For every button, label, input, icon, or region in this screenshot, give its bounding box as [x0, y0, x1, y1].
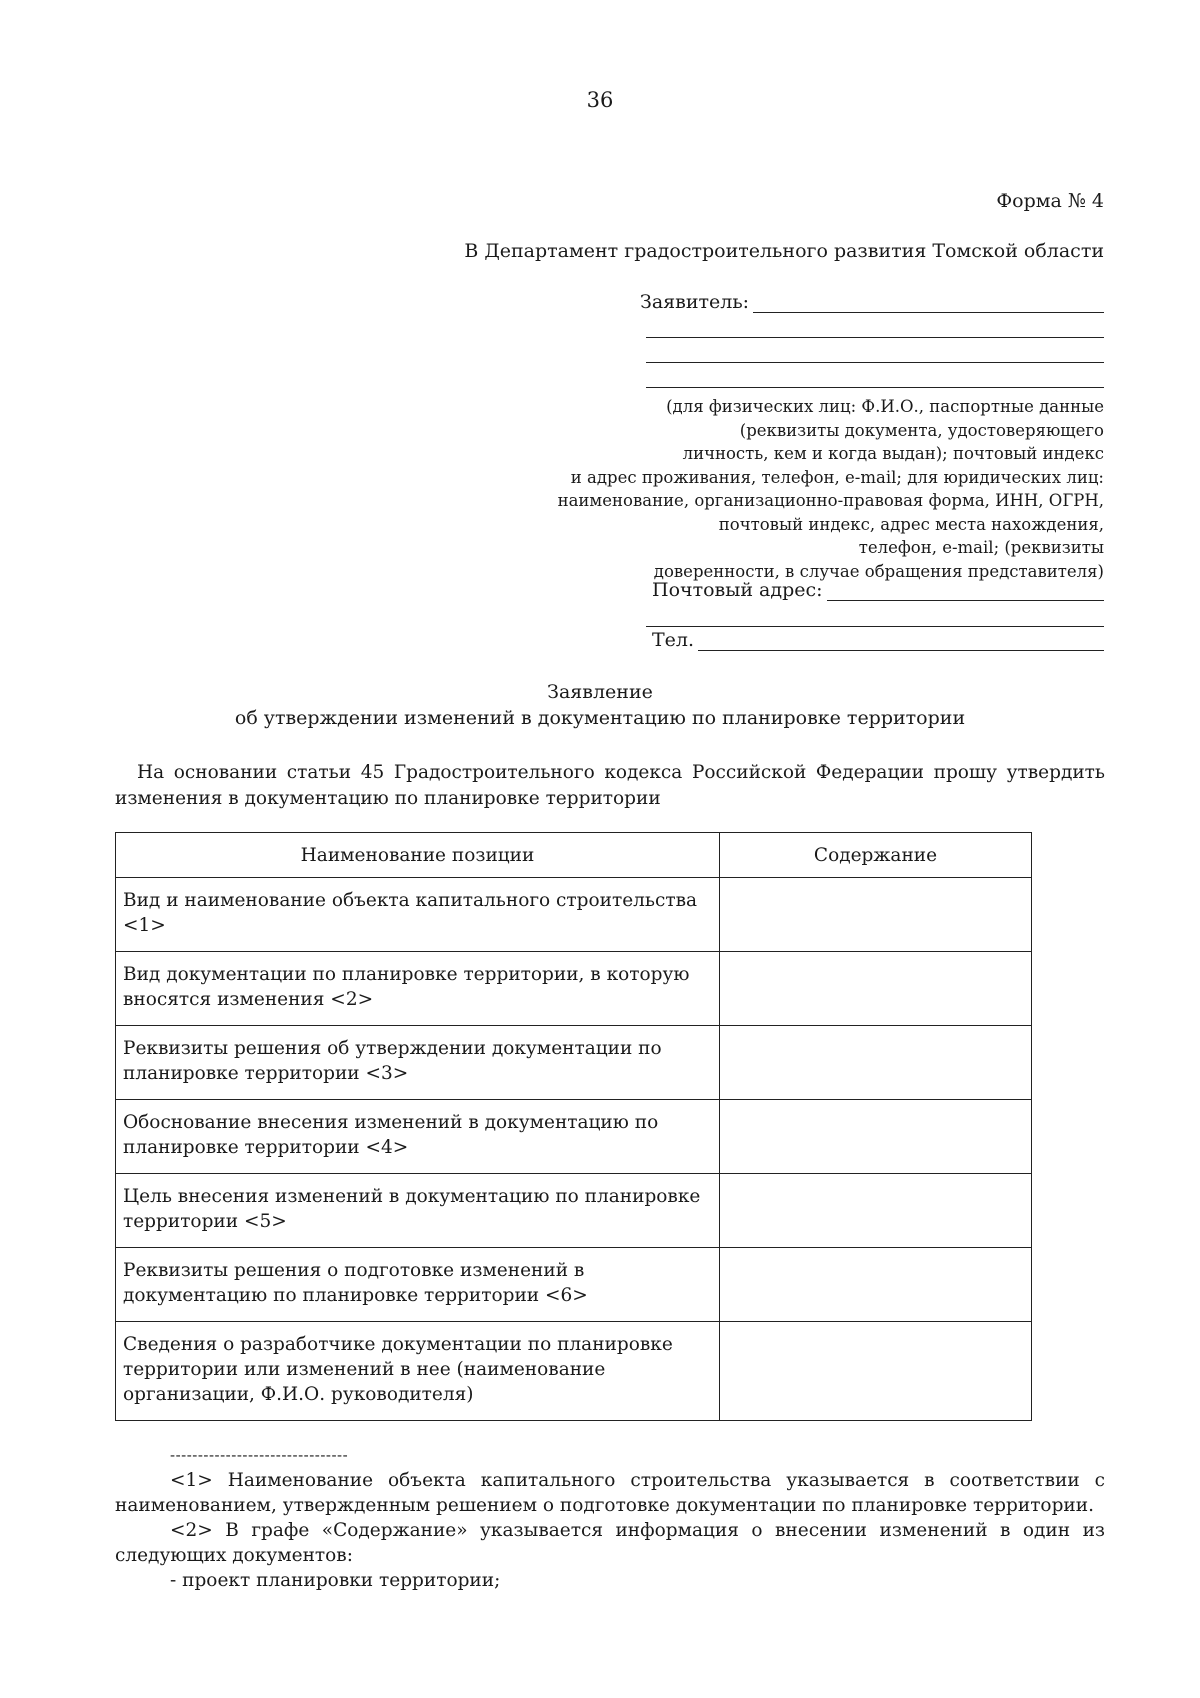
table-row: [116, 952, 1032, 1026]
row-content-cell[interactable]: [720, 1248, 1032, 1322]
phone-label: Тел.: [652, 629, 695, 651]
row-content-cell[interactable]: [720, 952, 1032, 1026]
note-line: (для физических лиц: Ф.И.О., паспортные данные: [666, 397, 1104, 416]
addressee: В Департамент градостроительного развития Томской области: [464, 240, 1104, 262]
table-row: [116, 1100, 1032, 1174]
row-name: Вид и наименование объекта капитального строительства <1>: [116, 878, 720, 952]
applicant-note: [484, 395, 1104, 583]
footnotes: [115, 1468, 1105, 1593]
phone-field[interactable]: [652, 628, 1104, 651]
note-line: почтовый индекс, адрес места нахождения,: [718, 514, 1104, 534]
document-subtitle: об утверждении изменений в документацию по планировке территории: [234, 707, 966, 729]
document-title: Заявление: [547, 681, 653, 703]
table-row: [116, 1026, 1032, 1100]
note-line: наименование, организационно-правовая форма, ИНН, ОГРН,: [557, 491, 1104, 510]
footnote: <1> Наименование объекта капитального строительства указывается в соответствии с наименованием, утвержденным решением о подготовке документации по планировке территории.: [115, 1470, 1105, 1516]
row-name: Реквизиты решения об утверждении документации по планировке территории <3>: [116, 1026, 720, 1100]
header-position-name: Наименование позиции: [116, 833, 720, 878]
applicant-line-3[interactable]: [646, 362, 1104, 363]
applicant-line-2[interactable]: [646, 337, 1104, 338]
postal-address-field[interactable]: [652, 578, 1104, 601]
phone-input-line[interactable]: [698, 628, 1104, 651]
positions-table: [115, 832, 1032, 1421]
table-header-row: [116, 833, 1032, 878]
footnote: <2> В графе «Содержание» указывается информация о внесении изменений в один из следующих документов:: [115, 1520, 1105, 1566]
row-name: Обоснование внесения изменений в документацию по планировке территории <4>: [116, 1100, 720, 1174]
note-line: личность, кем и когда выдан); почтовый индекс: [682, 444, 1104, 463]
footnote-separator: --------------------------------: [170, 1446, 349, 1464]
table-row: [116, 878, 1032, 952]
applicant-field[interactable]: [640, 290, 1104, 313]
note-line: доверенности, в случае обращения представителя): [653, 561, 1104, 581]
row-name: Цель внесения изменений в документацию по планировке территории <5>: [116, 1174, 720, 1248]
postal-address-input-line[interactable]: [827, 578, 1104, 601]
note-line: (реквизиты документа, удостоверяющего: [739, 420, 1104, 440]
header-content: Содержание: [720, 833, 1032, 878]
row-content-cell[interactable]: [720, 1322, 1032, 1421]
note-line: телефон, e-mail; (реквизиты: [858, 538, 1104, 557]
footnote: - проект планировки территории;: [170, 1570, 501, 1591]
note-line: и адрес проживания, телефон, e-mail; для юридических лиц:: [570, 467, 1104, 487]
table-row: [116, 1174, 1032, 1248]
row-content-cell[interactable]: [720, 1026, 1032, 1100]
applicant-label: Заявитель:: [640, 291, 750, 313]
form-number: Форма № 4: [996, 190, 1104, 212]
table-row: [116, 1322, 1032, 1421]
postal-address-label: Почтовый адрес:: [652, 579, 823, 601]
intro-paragraph: На основании статьи 45 Градостроительного кодекса Российской Федерации прошу утвердить изменения в документацию по планировке территории: [115, 762, 1105, 809]
applicant-line-4[interactable]: [646, 387, 1104, 388]
row-name: Сведения о разработчике документации по планировке территории или изменений в нее (наименование организации, Ф.И.О. руководителя): [116, 1322, 720, 1421]
row-content-cell[interactable]: [720, 1100, 1032, 1174]
row-name: Вид документации по планировке территории, в которую вносятся изменения <2>: [116, 952, 720, 1026]
postal-address-line-2[interactable]: [646, 626, 1104, 627]
table-row: [116, 1248, 1032, 1322]
page-number: 36: [586, 88, 614, 112]
row-name: Реквизиты решения о подготовке изменений в документацию по планировке территории <6>: [116, 1248, 720, 1322]
row-content-cell[interactable]: [720, 1174, 1032, 1248]
applicant-input-line[interactable]: [753, 290, 1104, 313]
row-content-cell[interactable]: [720, 878, 1032, 952]
